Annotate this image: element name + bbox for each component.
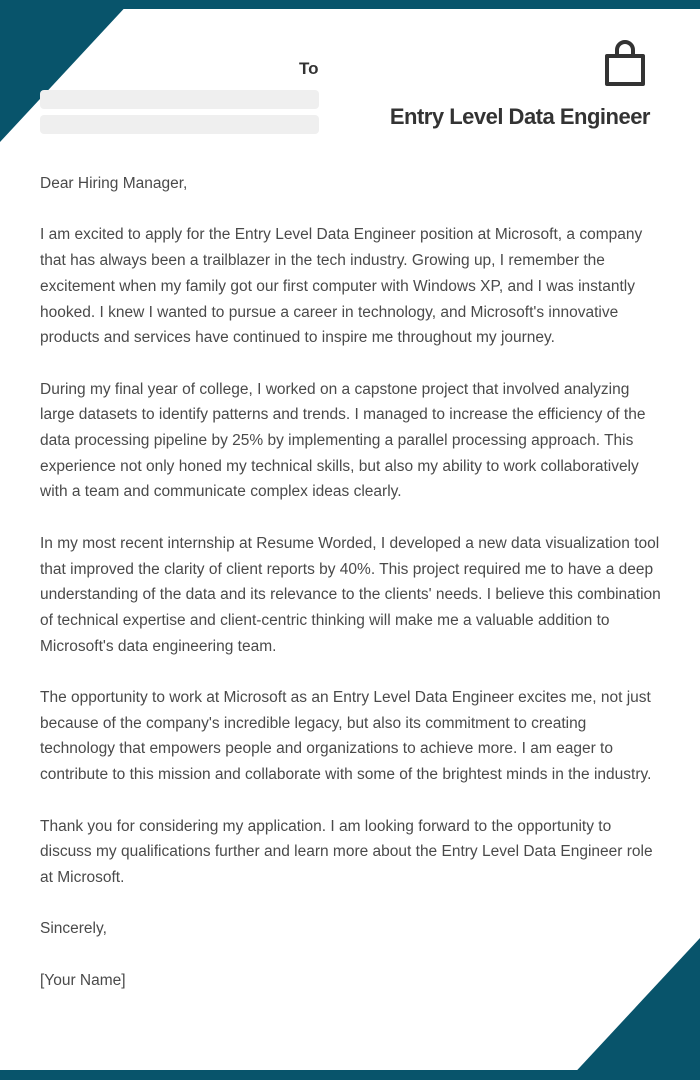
body-paragraph: Thank you for considering my application. I am looking forward to the opportunity to discuss my qualifications further and learn more about the Entry Level Data Engineer role at Microsoft. xyxy=(40,817,653,886)
closing: Sincerely, xyxy=(40,920,107,938)
job-title-heading: Entry Level Data Engineer xyxy=(389,104,650,129)
recipient-label: To xyxy=(299,59,319,78)
signature: [Your Name] xyxy=(40,971,126,989)
body-paragraph: During my final year of college, I worked on a capstone project that involved analyzing large datasets to identify patterns and trends. I managed to increase the efficiency of the data processing pipeline by 25% by implementing a parallel processing approach. This experience not only honed my technical skills, but also my ability to work collaboratively with a team and communicate complex ideas clearly. xyxy=(40,380,646,501)
recipient-placeholder-line-2 xyxy=(40,115,319,134)
recipient-placeholder-line-1 xyxy=(40,90,319,109)
salutation: Dear Hiring Manager, xyxy=(40,175,188,192)
shopping-bag-icon xyxy=(604,40,646,86)
body-paragraph: I am excited to apply for the Entry Level Data Engineer position at Microsoft, a company that has always been a trailblazer in the tech industry. Growing up, I remember the excitement when my family got our first computer with Windows XP, and I was instantly hooked. I knew I wanted to pursue a career in technology, and Microsoft's innovative products and services have continued to inspire me throughout my journey. xyxy=(40,226,643,347)
letter-body xyxy=(40,171,664,1019)
body-paragraph: In my most recent internship at Resume Worded, I developed a new data visualization tool that improved the clarity of client reports by 40%. This project required me to have a deep understanding of the data and its relevance to the clients' needs. I believe this combination of technical expertise and client-centric thinking will make me a valuable addition to Microsoft's data engineering team. xyxy=(40,534,661,655)
bottom-accent-band xyxy=(0,1070,700,1080)
body-paragraph: The opportunity to work at Microsoft as an Entry Level Data Engineer excites me, not just because of the company's incredible legacy, but also its commitment to creating technology that empowers people and organizations to achieve more. I am eager to contribute to this mission and collaborate with some of the brightest minds in the industry. xyxy=(40,689,652,784)
